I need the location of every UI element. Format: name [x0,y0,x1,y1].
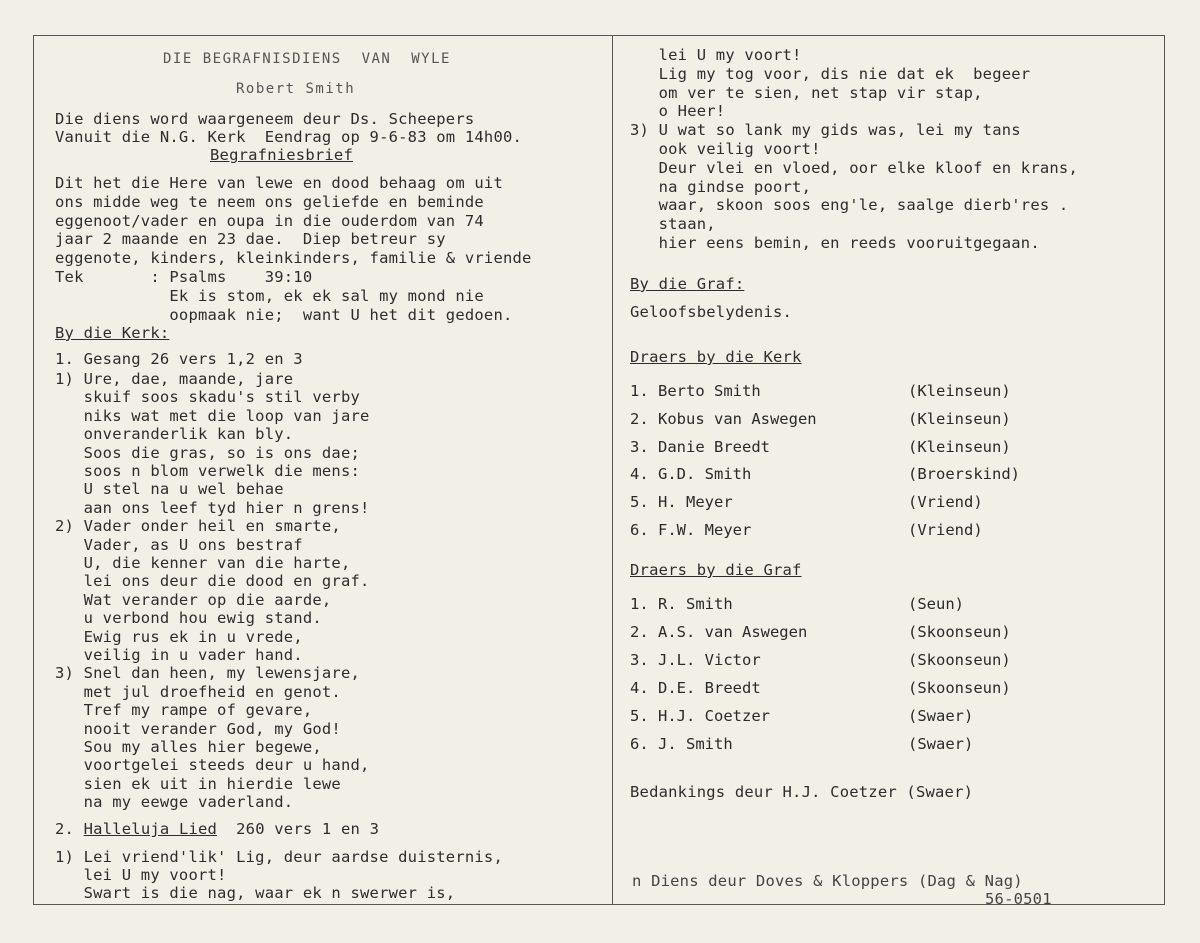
bearer-relation: (Vriend) [908,521,983,539]
phone-number: 56-0501 [985,890,1052,908]
column-divider [612,35,613,905]
hymn1-line: soos n blom verwelk die mens: [55,462,361,480]
letter-line: eggenoot/vader en oupa in die ouderdom van 74 [55,211,484,230]
hymn1-line: sien ek uit in hierdie lewe [55,774,341,793]
bearer-relation: (Kleinseun) [908,437,1011,456]
letter-line: eggenote, kinders, kleinkinders, familie & vriende [55,249,532,268]
hymn2-cont-line: lei U my voort! [630,46,802,64]
bearer-name: 6. J. Smith [630,735,733,753]
grave-section-heading: By die Graf: [630,275,745,293]
hymn2-cont-line: ook veilig voort! [630,140,821,158]
hymn2-cont-line: om ver te sien, net stap vir stap, [630,83,983,102]
hymn2-cont-line: staan, [630,215,716,234]
hymn2-cont-line: Lig my tog voor, dis nie dat ek begeer [630,64,1031,83]
hymn2-cont-line: hier eens bemin, en reeds vooruitgegaan. [630,234,1040,252]
hymn1-line: Tref my rampe of gevare, [55,701,313,720]
bearer-name: 3. Danie Breedt [630,437,770,456]
letter-line: jaar 2 maande en 23 dae. Diep betreur sy [55,230,446,249]
hymn1-line: Ewig rus ek in u vrede, [55,627,303,646]
bearer-name: 4. D.E. Breedt [630,679,761,697]
bearer-name: 5. H.J. Coetzer [630,707,770,725]
letter-line: ons midde weg te neem ons geliefde en beminde [55,192,484,211]
bearer-relation: (Skoonseun) [908,623,1011,641]
hymn1-line: Soos die gras, so is ons dae; [55,443,361,462]
hymn1-title: 1. Gesang 26 vers 1,2 en 3 [55,350,303,368]
hymn1-line: nooit verander God, my God! [55,719,341,738]
hymn1-line: voortgelei steeds deur u hand, [55,756,370,775]
bearer-relation: (Kleinseun) [908,382,1011,400]
bearer-relation: (Broerskind) [908,465,1020,484]
hymn1-line: skuif soos skadu's stil verby [55,388,361,407]
program-title: DIE BEGRAFNISDIENS VAN WYLE [163,51,451,67]
bearer-relation: (Skoonseun) [908,651,1011,669]
bearer-name: 1. R. Smith [630,595,733,613]
hymn1-line: Sou my alles hier begewe, [55,738,322,756]
bearer-name: 3. J.L. Victor [630,651,761,669]
grave-bearers-heading: Draers by die Graf [630,561,802,579]
bearer-name: 2. A.S. van Aswegen [630,623,808,641]
church-section-heading: By die Kerk: [55,324,170,342]
bearer-relation: (Vriend) [908,493,983,512]
bearer-name: 5. H. Meyer [630,493,733,512]
letter-line: Ek is stom, ek ek sal my mond nie [55,286,484,305]
letter-line: Dit het die Here van lewe en dood behaag om uit [55,174,503,192]
letter-line: oopmaak nie; want U het dit gedoen. [55,305,513,324]
bearer-relation: (Swaer) [908,707,974,725]
undertaker-line: n Diens deur Doves & Kloppers (Dag & Nag) [632,872,1023,890]
hymn1-line: na my eewge vaderland. [55,793,294,812]
hymn2-cont-line: 3) U wat so lank my gids was, lei my tans [630,121,1021,140]
grave-creed: Geloofsbelydenis. [630,303,793,321]
hymn2-number: 2. [55,820,75,838]
bearer-relation: (Kleinseun) [908,409,1011,428]
letter-line: Tek : Psalms 39:10 [55,268,313,286]
hymn2-title [55,820,379,838]
thanks-line: Bedankings deur H.J. Coetzer (Swaer) [630,783,974,801]
hymn2-line: Swart is die nag, waar ek n swerwer is, [55,884,456,902]
hymn1-line: Wat verander op die aarde, [55,590,332,609]
hymn2-cont-line: waar, skoon soos eng'le, saalge dierb'res . [630,196,1069,215]
hymn1-line: U, die kenner van die harte, [55,554,351,572]
hymn1-line: veilig in u vader hand. [55,646,303,664]
hymn1-line: Vader, as U ons bestraf [55,535,303,554]
bearer-relation: (Seun) [908,595,964,613]
church-bearers-heading: Draers by die Kerk [630,348,802,366]
hymn1-line: niks wat met die loop van jare [55,406,370,425]
hymn2-name: Halleluja Lied [83,820,218,838]
service-line: Die diens word waargeneem deur Ds. Scheepers [55,110,475,128]
hymn2-cont-line: o Heer! [630,102,726,121]
hymn1-line: 3) Snel dan heen, my lewensjare, [55,664,361,683]
hymn1-line: met jul droefheid en genot. [55,682,341,701]
hymn1-line: 2) Vader onder heil en smarte, [55,517,341,536]
hymn1-line: onveranderlik kan bly. [55,425,294,444]
hymn1-line: lei ons deur die dood en graf. [55,572,370,591]
bearer-relation: (Swaer) [908,735,974,753]
bearer-relation: (Skoonseun) [908,679,1011,697]
hymn2-details: 260 vers 1 en 3 [217,820,380,838]
hymn1-line: 1) Ure, dae, maande, jare [55,370,294,388]
hymn1-line: aan ons leef tyd hier n grens! [55,498,370,517]
bearer-name: 6. F.W. Meyer [630,521,752,539]
hymn2-line: lei U my voort! [55,866,227,884]
service-line: Vanuit die N.G. Kerk Eendrag op 9-6-83 om 14h00. [55,128,523,146]
bearer-name: 4. G.D. Smith [630,465,752,484]
hymn1-line: U stel na u wel behae [55,480,284,499]
bearer-name: 1. Berto Smith [630,382,761,400]
bearer-name: 2. Kobus van Aswegen [630,409,817,428]
hymn2-cont-line: Deur vlei en vloed, oor elke kloof en krans, [630,158,1078,177]
hymn2-cont-line: na gindse poort, [630,177,812,196]
deceased-name: Robert Smith [236,81,356,97]
hymn1-line: u verbond hou ewig stand. [55,609,322,628]
hymn2-line: 1) Lei vriend'lik' Lig, deur aardse duisternis, [55,848,503,866]
letter-heading: Begrafniesbrief [210,146,353,164]
